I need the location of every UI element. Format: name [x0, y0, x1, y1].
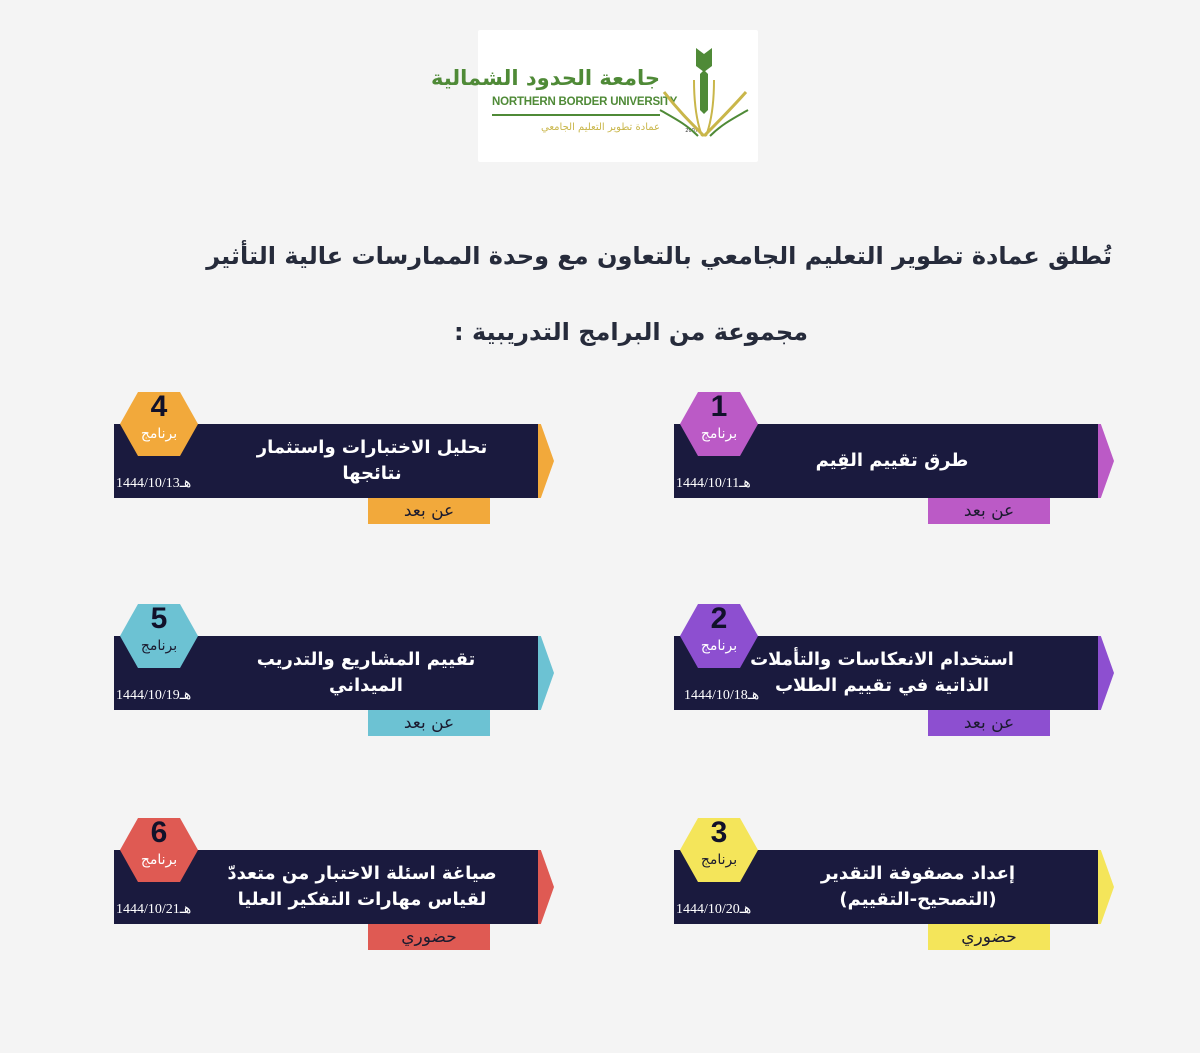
logo-emblem-icon: [658, 40, 750, 140]
logo-arabic-name: جامعة الحدود الشمالية: [430, 66, 660, 90]
announcement-subheading: مجموعة من البرامج التدريبية :: [454, 318, 808, 346]
program-date: 1444/10/21هـ: [116, 902, 192, 917]
program-card-3: [674, 818, 1114, 988]
program-mode-tag: حضوري: [368, 924, 490, 950]
program-title: إعداد مصفوفة التقدير (التصحيح-التقييم): [820, 863, 1016, 910]
program-label: برنامج: [140, 638, 178, 654]
program-label: برنامج: [700, 852, 738, 868]
logo-year: 2007: [685, 128, 698, 134]
program-number: 3: [710, 816, 728, 849]
program-title: استخدام الانعكاسات والتأملات الذاتية في تقييم الطلاب: [750, 649, 1014, 696]
program-title: طرق تقييم القِيم: [815, 450, 969, 471]
program-card-1: [674, 392, 1114, 562]
program-card-2: [674, 604, 1114, 774]
logo-divider: [492, 114, 660, 116]
program-date: 1444/10/19هـ: [116, 688, 192, 703]
program-title: تحليل الاختبارات واستثمار نتائجها: [256, 437, 488, 484]
program-card-6: [114, 818, 554, 988]
program-number: 1: [710, 390, 728, 423]
program-title: تقييم المشاريع والتدريب الميداني: [256, 649, 476, 696]
program-mode-tag: عن بعد: [368, 498, 490, 524]
program-number: 6: [150, 816, 168, 849]
program-date: 1444/10/18هـ: [684, 688, 760, 703]
program-number: 4: [150, 390, 168, 423]
program-card-4: [114, 392, 554, 562]
program-date: 1444/10/11هـ: [676, 476, 751, 491]
program-mode-tag: عن بعد: [928, 498, 1050, 524]
program-number: 5: [150, 602, 168, 635]
program-title: صياغة اسئلة الاختبار من متعددّ لقياس مهارات التفكير العليا: [227, 863, 497, 910]
logo-english-name: NORTHERN BORDER UNIVERSITY: [492, 96, 678, 108]
program-mode-tag: عن بعد: [368, 710, 490, 736]
program-mode-tag: حضوري: [928, 924, 1050, 950]
program-label: برنامج: [700, 638, 738, 654]
announcement-heading: تُطلق عمادة تطوير التعليم الجامعي بالتعاون مع وحدة الممارسات عالية التأثير: [206, 242, 1112, 270]
program-label: برنامج: [700, 426, 738, 442]
program-label: برنامج: [140, 426, 178, 442]
program-date: 1444/10/13هـ: [116, 476, 192, 491]
program-card-5: [114, 604, 554, 774]
program-label: برنامج: [140, 852, 178, 868]
program-date: 1444/10/20هـ: [676, 902, 752, 917]
university-logo: [430, 30, 758, 162]
program-number: 2: [710, 602, 728, 635]
program-mode-tag: عن بعد: [928, 710, 1050, 736]
logo-deanship-name: عمادة تطوير التعليم الجامعي: [541, 122, 660, 133]
